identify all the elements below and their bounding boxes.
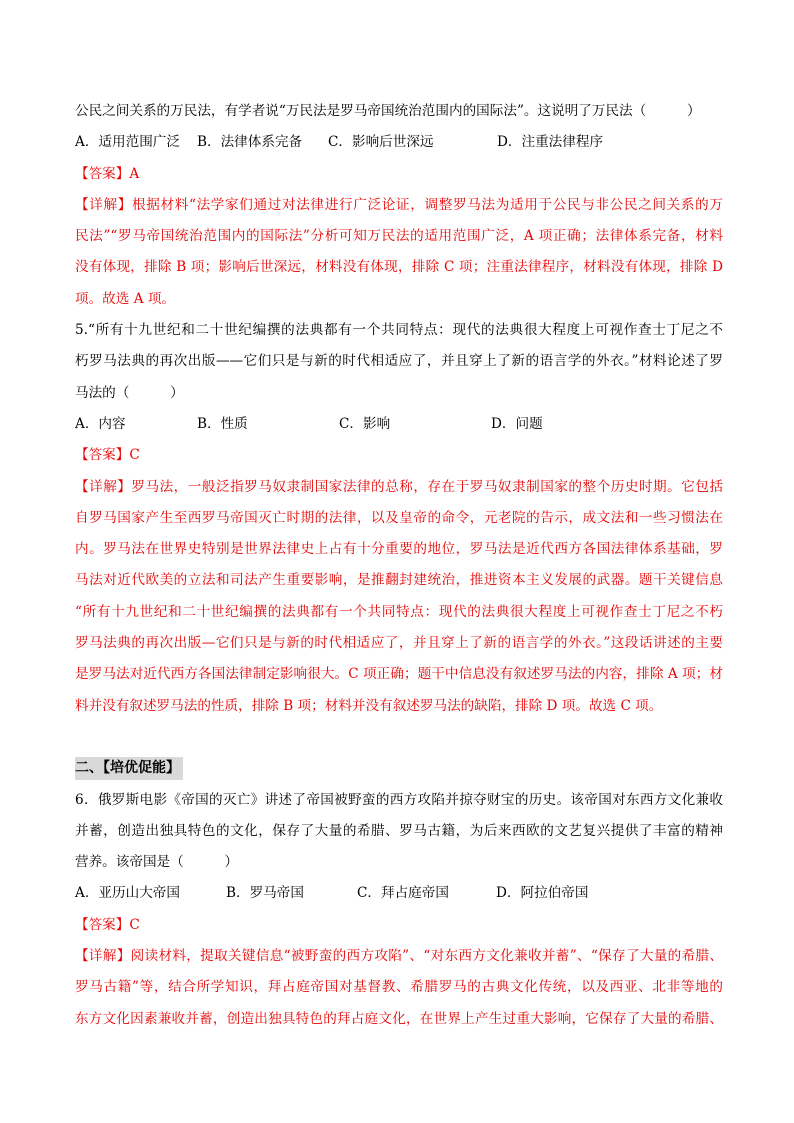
explanation-line: 自罗马国家产生至西罗马帝国灭亡时期的法律，以及皇帝的命令，元老院的告示，成文法和一些习惯法在 <box>75 509 723 526</box>
page-content <box>75 96 723 1035</box>
explanation-line: 罗马法典的再次出版—它们只是与新的时代相适应了，并且穿上了新的语言学的外衣。”这段话讲述的主要 <box>75 635 723 652</box>
question-stem-line: 5.“所有十九世纪和二十世纪编撰的法典都有一个共同特点：现代的法典很大程度上可视作查士丁尼之不 <box>75 322 723 339</box>
option-c: C．拜占庭帝国 <box>357 885 449 902</box>
question-4 <box>75 96 723 315</box>
explanation-line: 是罗马法对近代西方各国法律制定影响很大。C 项正确；题干中信息没有叙述罗马法的内容，排除 A 项；材 <box>75 666 723 683</box>
explanation-line: 马法对近代欧美的立法和司法产生重要影响，是推翻封建统治，推进资本主义发展的武器。题干关键信息 <box>75 572 723 589</box>
question-stem-line: 朽罗马法典的再次出版——它们只是与新的时代相适应了，并且穿上了新的语言学的外衣。”材料论述了罗 <box>75 353 723 370</box>
explanation-line: 【详解】根据材料“法学家们通过对法律进行广泛论证，调整罗马法为适用于公民与非公民之间关系的万 <box>75 196 723 213</box>
section-heading <box>75 753 723 784</box>
explanation-line: 项。故选 A 项。 <box>75 290 176 307</box>
section-title: 二、【培优促能】 <box>75 757 183 780</box>
option-d: D．问题 <box>491 415 543 432</box>
option-b: B．性质 <box>197 415 248 432</box>
explanation-line: 内。罗马法在世界史特别是世界法律史上占有十分重要的地位，罗马法是近代西方各国法律体系基础，罗 <box>75 541 723 558</box>
explanation-line: 没有体现，排除 B 项；影响后世深远，材料没有体现，排除 C 项；注重法律程序，材料没有体现，排除 D <box>75 259 723 276</box>
option-c: C．影响后世深远 <box>328 134 434 151</box>
question-stem-line: 营养。该帝国是（ ） <box>75 854 239 871</box>
option-d: D．阿拉伯帝国 <box>496 885 589 902</box>
explanation-line: 东方文化因素兼收并蓄，创造出独具特色的拜占庭文化，在世界上产生过重大影响，它保存了大量的希腊、 <box>75 1010 723 1027</box>
question-stem-line: 6．俄罗斯电影《帝国的灭亡》讲述了帝国被野蛮的西方攻陷并掠夺财宝的历史。该帝国对东西方文化兼收 <box>75 791 723 808</box>
question-6 <box>75 785 723 1035</box>
option-b: B．罗马帝国 <box>226 885 304 902</box>
answer-line: 【答案】C <box>75 447 140 464</box>
question-5 <box>75 315 723 722</box>
question-options <box>75 409 723 440</box>
explanation-line: 【详解】阅读材料，提取关键信息“被野蛮的西方攻陷”、“对东西方文化兼收并蓄”、“保存了大量的希腊、 <box>75 948 723 965</box>
explanation-line: 罗马古籍”等，结合所学知识，拜占庭帝国对基督教、希腊罗马的古典文化传统，以及西亚、北非等地的 <box>75 979 723 996</box>
explanation-line: 【详解】罗马法，一般泛指罗马奴隶制国家法律的总称，存在于罗马奴隶制国家的整个历史时期。它包括 <box>75 478 723 495</box>
explanation-line: “所有十九世纪和二十世纪编撰的法典都有一个共同特点：现代的法典很大程度上可视作查士丁尼之不朽 <box>75 603 723 620</box>
option-a: A．亚历山大帝国 <box>75 885 180 902</box>
explanation-line: 民法”“罗马帝国统治范围内的国际法”分析可知万民法的适用范围广泛，A 项正确；法律体系完备，材料 <box>75 228 723 245</box>
section-spacer <box>75 722 723 753</box>
option-a: A．内容 <box>75 415 126 432</box>
question-options <box>75 878 723 909</box>
question-stem-line: 公民之间关系的万民法，有学者说“万民法是罗马帝国统治范围内的国际法”。这说明了万民法（ ） <box>75 103 701 119</box>
option-a: A．适用范围广泛 <box>75 134 180 151</box>
explanation-line: 料并没有叙述罗马法的性质，排除 B 项；材料并没有叙述罗马法的缺陷，排除 D 项。故选 C 项。 <box>75 697 663 714</box>
option-c: C．影响 <box>339 415 391 432</box>
answer-line: 【答案】A <box>75 165 140 182</box>
question-stem-line: 马法的（ ） <box>75 384 184 401</box>
question-stem-line: 并蓄，创造出独具特色的文化，保存了大量的希腊、罗马古籍，为后来西欧的文艺复兴提供了丰富的精神 <box>75 822 723 839</box>
question-options <box>75 127 723 158</box>
option-d: D．注重法律程序 <box>497 134 604 151</box>
answer-line: 【答案】C <box>75 916 140 933</box>
option-b: B．法律体系完备 <box>197 134 303 151</box>
